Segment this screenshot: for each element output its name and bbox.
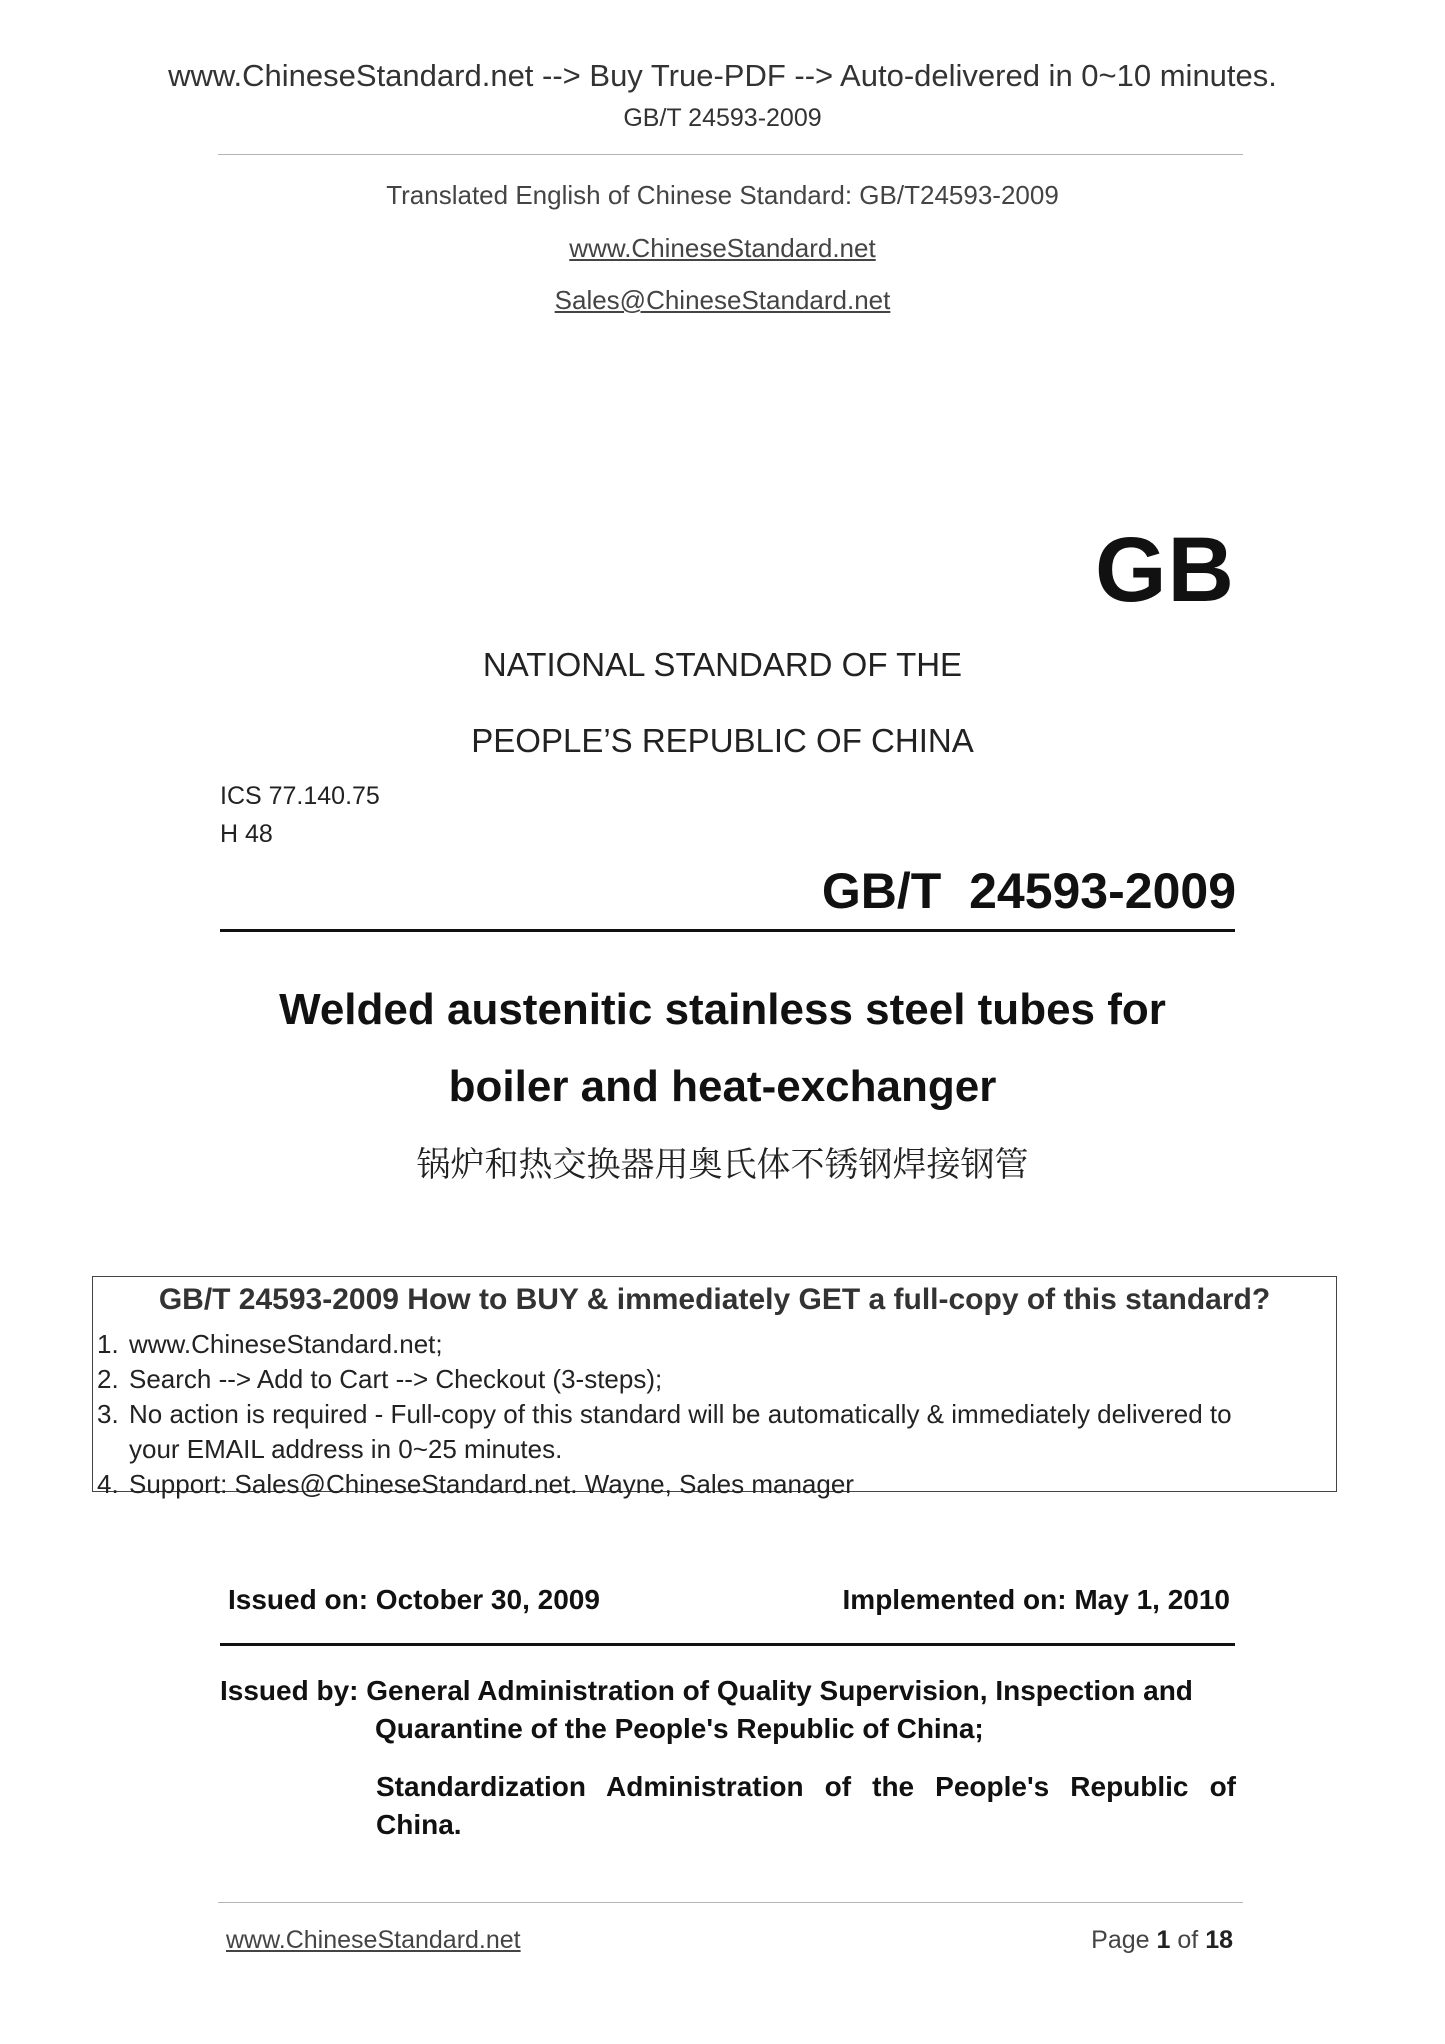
gb-mark: GB bbox=[1095, 519, 1235, 621]
page-current: 1 bbox=[1156, 1926, 1171, 1954]
buy-step bbox=[97, 1327, 1232, 1362]
title-chinese: 锅炉和热交换器用奥氏体不锈钢焊接钢管 bbox=[416, 1145, 1029, 1185]
issuer-block bbox=[220, 1672, 1235, 1748]
page-indicator bbox=[1091, 1926, 1233, 1955]
site-link[interactable]: www.ChineseStandard.net bbox=[569, 233, 876, 263]
ics-code: ICS 77.140.75 bbox=[220, 782, 380, 810]
issued-date: Issued on: October 30, 2009 bbox=[228, 1584, 600, 1615]
step-number: 1. bbox=[97, 1329, 119, 1359]
dates-rule bbox=[220, 1643, 1235, 1646]
page-of: of bbox=[1177, 1926, 1199, 1954]
buy-step-continuation: your EMAIL address in 0~25 minutes. bbox=[129, 1434, 563, 1464]
sales-email-link[interactable]: Sales@ChineseStandard.net bbox=[554, 285, 891, 315]
buy-box-title: GB/T 24593-2009 How to BUY & immediately GET a full-copy of this standard? bbox=[158, 1283, 1271, 1316]
step-text: www.ChineseStandard.net; bbox=[129, 1329, 443, 1359]
step-number: 3. bbox=[97, 1399, 119, 1429]
step-text: No action is required - Full-copy of this standard will be automatically & immediately delivered to bbox=[129, 1399, 1232, 1429]
buy-instructions-box bbox=[92, 1276, 1337, 1499]
issuer-line2: Quarantine of the People's Republic of China; bbox=[375, 1713, 984, 1744]
page-total: 18 bbox=[1205, 1926, 1233, 1954]
implemented-date: Implemented on: May 1, 2010 bbox=[842, 1584, 1230, 1615]
step-number: 2. bbox=[97, 1364, 119, 1394]
buy-steps-list bbox=[97, 1327, 1232, 1502]
header-standard-code: GB/T 24593-2009 bbox=[623, 104, 822, 132]
buy-step bbox=[97, 1362, 1232, 1397]
site-link-wrapper bbox=[0, 233, 1445, 264]
step-text: Support: Sales@ChineseStandard.net. Wayne, Sales manager bbox=[129, 1469, 854, 1499]
buy-step bbox=[97, 1467, 1232, 1502]
step-text: Search --> Add to Cart --> Checkout (3-steps); bbox=[129, 1364, 663, 1394]
standard-number-rule bbox=[220, 929, 1235, 932]
header-banner: www.ChineseStandard.net --> Buy True-PDF --> Auto-delivered in 0~10 minutes. bbox=[168, 58, 1277, 93]
buy-step bbox=[97, 1397, 1232, 1432]
footer-divider bbox=[218, 1902, 1243, 1903]
issuer-label: Issued by: bbox=[220, 1675, 359, 1706]
email-link-wrapper bbox=[0, 285, 1445, 316]
standard-number: GB/T 24593-2009 bbox=[821, 863, 1236, 919]
national-standard-line1: NATIONAL STANDARD OF THE bbox=[482, 646, 963, 683]
national-standard-line2: PEOPLE’S REPUBLIC OF CHINA bbox=[471, 722, 974, 759]
issuer-line1: General Administration of Quality Supervision, Inspection and bbox=[366, 1675, 1193, 1706]
title-line2: boiler and heat-exchanger bbox=[448, 1062, 997, 1111]
ccs-code: H 48 bbox=[220, 820, 273, 848]
footer-site-link[interactable]: www.ChineseStandard.net bbox=[226, 1926, 521, 1954]
title-line1: Welded austenitic stainless steel tubes for bbox=[279, 985, 1166, 1034]
step-number: 4. bbox=[97, 1469, 119, 1499]
page-label: Page bbox=[1091, 1926, 1150, 1954]
issuer-second: Standardization Administration of the People's Republic of China. bbox=[376, 1771, 1236, 1840]
header-divider bbox=[218, 154, 1243, 155]
translated-note: Translated English of Chinese Standard: GB/T24593-2009 bbox=[386, 180, 1059, 210]
